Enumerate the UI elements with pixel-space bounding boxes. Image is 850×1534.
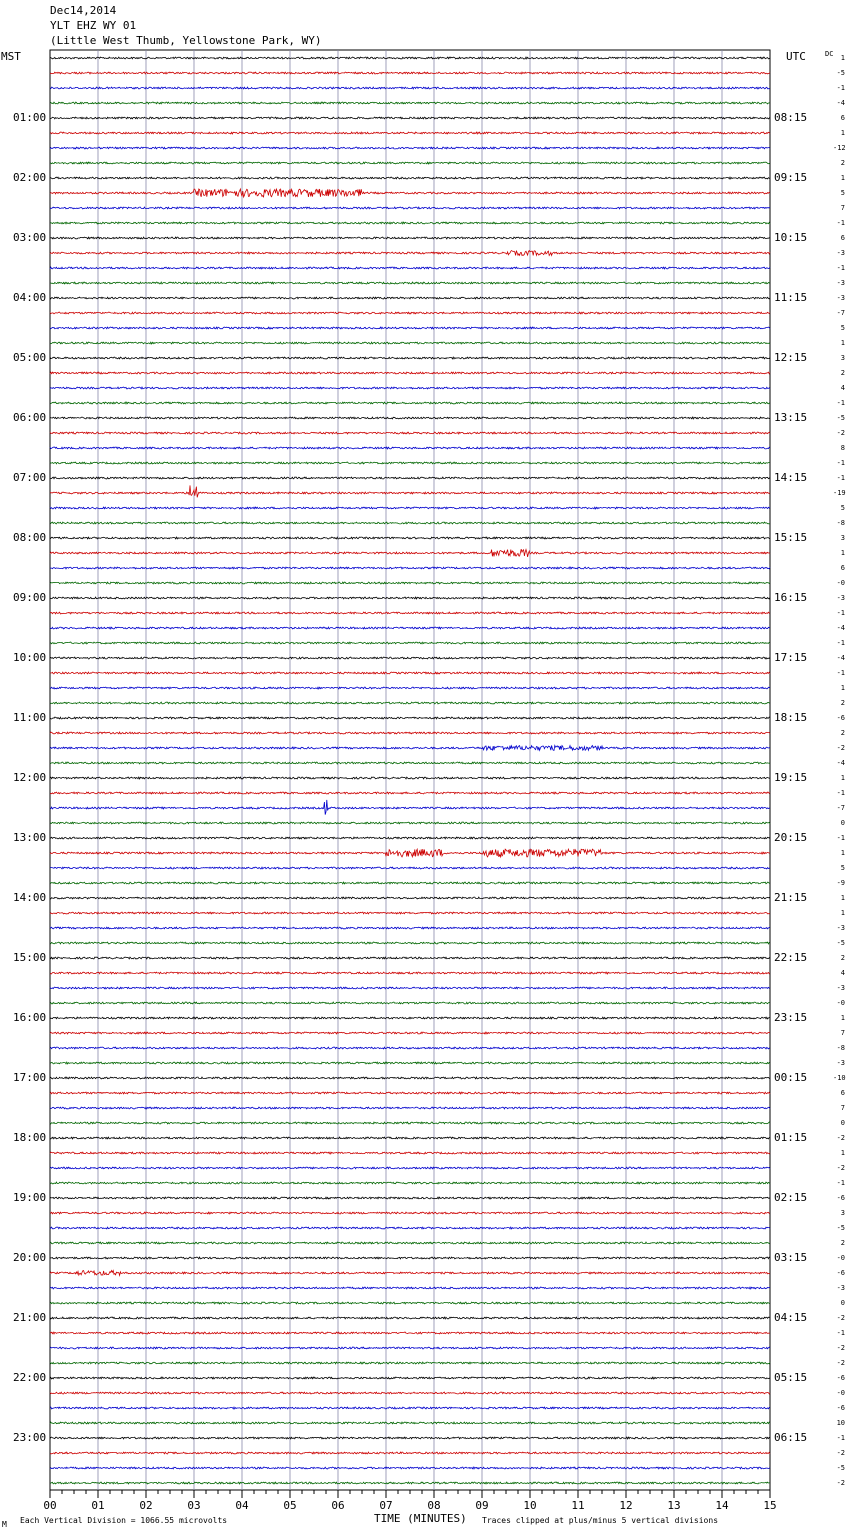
utc-hour-label: 01:15 [774,1131,808,1144]
dc-offset-label: 3 [840,534,845,542]
dc-offset-label: 1 [840,849,845,857]
trace-line [50,672,770,674]
dc-offset-label: -19 [833,489,846,497]
dc-offset-label: 6 [840,564,845,572]
trace-line [50,312,770,314]
trace-line [50,387,770,389]
utc-hour-label: 13:15 [774,411,808,424]
trace-line [50,942,770,944]
dc-offset-label: 7 [840,1104,845,1112]
station-location: (Little West Thumb, Yellowstone Park, WY) [50,34,322,47]
trace-line [50,627,770,629]
dc-offset-label: -2 [836,1134,845,1142]
trace-line [50,1302,770,1304]
dc-offset-label: 1 [840,549,845,557]
dc-offset-label: -9 [836,879,845,887]
dc-offset-label: -8 [836,1044,845,1052]
dc-offset-label: -3 [836,249,845,257]
dc-offset-label: -7 [836,309,845,317]
dc-offset-label: 2 [840,729,845,737]
mst-hour-label: 16:00 [13,1011,47,1024]
trace-line [50,1122,770,1124]
trace-line [50,972,770,974]
dc-offset-label: -3 [836,984,845,992]
trace-line [50,897,770,899]
trace-line [50,1077,770,1079]
dc-offset-label: 8 [840,444,845,452]
mst-hour-label: 02:00 [13,171,47,184]
trace-line [50,1167,770,1169]
utc-hour-label: 20:15 [774,831,808,844]
x-tick-label: 07 [379,1499,393,1512]
dc-offset-label: 2 [840,954,845,962]
dc-offset-label: -2 [836,1449,845,1457]
dc-offset-label: -3 [836,1284,845,1292]
utc-hour-label: 23:15 [774,1011,808,1024]
trace-line [50,1482,770,1484]
trace-line [50,222,770,224]
dc-offset-label: 1 [840,174,845,182]
dc-offset-label: 5 [840,504,845,512]
dc-offset-label: -1 [836,834,845,842]
dc-offset-label: -1 [836,1434,845,1442]
trace-line [50,1452,770,1454]
dc-offset-label: 0 [840,819,845,827]
dc-offset-label: 5 [840,324,845,332]
dc-offset-label: 10 [836,1419,845,1427]
dc-offset-label: -1 [836,84,845,92]
mst-hour-label: 13:00 [13,831,47,844]
trace-line [50,1062,770,1064]
mst-hour-label: 04:00 [13,291,47,304]
trace-line [50,147,770,149]
trace-line [50,1047,770,1049]
station-code: YLT EHZ WY 01 [50,19,137,32]
trace-line [50,282,770,284]
trace-line [50,327,770,329]
left-timezone-label: MST [1,50,21,63]
dc-offset-label: 6 [840,234,845,242]
x-tick-label: 13 [667,1499,681,1512]
dc-offset-label: 0 [840,1119,845,1127]
dc-offset-label: -1 [836,219,845,227]
dc-offset-label: -8 [836,519,845,527]
trace-line [50,57,770,59]
trace-line [50,177,770,179]
mst-hour-label: 14:00 [13,891,47,904]
trace-line [50,507,770,509]
trace-line [50,822,770,824]
utc-hour-label: 12:15 [774,351,808,364]
trace-line [50,567,770,569]
trace-line [50,267,770,269]
dc-offset-label: -2 [836,1479,845,1487]
x-tick-label: 10 [523,1499,537,1512]
trace-line [50,882,770,884]
trace-line [50,1287,770,1289]
dc-offset-label: -6 [836,1194,845,1202]
trace-line [50,1212,770,1214]
trace-line [50,1437,770,1439]
dc-offset-label: 7 [840,1029,845,1037]
utc-hour-label: 22:15 [774,951,808,964]
corner-mark: M [2,1520,7,1529]
dc-offset-label: -0 [836,1389,845,1397]
utc-hour-label: 17:15 [774,651,808,664]
trace-line [50,849,770,857]
trace-line [50,1377,770,1379]
mst-hour-label: 23:00 [13,1431,47,1444]
trace-line [50,1182,770,1184]
trace-line [50,1332,770,1334]
dc-offset-label: 6 [840,114,845,122]
dc-offset-label: -4 [836,99,845,107]
trace-line [50,432,770,434]
plot-date: Dec14,2014 [50,4,117,17]
trace-line [50,189,770,197]
dc-offset-label: 4 [840,969,845,977]
trace-line [50,597,770,599]
dc-offset-label: -4 [836,624,845,632]
x-tick-label: 09 [475,1499,489,1512]
mst-hour-label: 05:00 [13,351,47,364]
trace-line [50,792,770,794]
dc-offset-label: 6 [840,1089,845,1097]
trace-line [50,549,770,557]
mst-hour-label: 19:00 [13,1191,47,1204]
x-tick-label: 11 [571,1499,585,1512]
dc-offset-label: 1 [840,339,845,347]
x-axis-title: TIME (MINUTES) [374,1512,467,1525]
dc-offset-label: -2 [836,1164,845,1172]
utc-hour-label: 19:15 [774,771,808,784]
utc-hour-label: 11:15 [774,291,808,304]
utc-hour-label: 15:15 [774,531,808,544]
mst-hour-label: 01:00 [13,111,47,124]
utc-hour-label: 08:15 [774,111,808,124]
dc-offset-label: 1 [840,894,845,902]
x-tick-label: 08 [427,1499,441,1512]
trace-line [50,1257,770,1259]
mst-hour-label: 17:00 [13,1071,47,1084]
trace-line [50,417,770,419]
dc-offset-label: -2 [836,744,845,752]
dc-offset-label: 2 [840,159,845,167]
mst-hour-label: 21:00 [13,1311,47,1324]
dc-offset-label: -2 [836,1359,845,1367]
utc-hour-label: 00:15 [774,1071,808,1084]
trace-line [50,207,770,209]
trace-line [50,717,770,719]
trace-line [50,762,770,764]
mst-hour-label: 06:00 [13,411,47,424]
dc-offset-label: -2 [836,429,845,437]
dc-offset-label: -0 [836,999,845,1007]
dc-offset-label: 2 [840,369,845,377]
x-tick-label: 14 [715,1499,729,1512]
trace-line [50,1092,770,1094]
dc-offset-label: -5 [836,69,845,77]
trace-line [50,485,770,497]
trace-line [50,612,770,614]
trace-line [50,702,770,704]
dc-offset-label: -0 [836,579,845,587]
dc-offset-label: -5 [836,1224,845,1232]
mst-hour-label: 22:00 [13,1371,47,1384]
clip-note: Traces clipped at plus/minus 5 vertical divisions [482,1516,719,1525]
dc-offset-label: -4 [836,654,845,662]
trace-line [50,462,770,464]
dc-offset-label: 7 [840,204,845,212]
utc-hour-label: 05:15 [774,1371,808,1384]
dc-header-label: DC [825,50,834,58]
dc-offset-label: 5 [840,864,845,872]
trace-line [50,342,770,344]
utc-hour-label: 21:15 [774,891,808,904]
dc-offset-label: -1 [836,1329,845,1337]
dc-offset-label: -2 [836,1344,845,1352]
dc-offset-label: -1 [836,264,845,272]
dc-offset-label: 1 [840,684,845,692]
dc-offset-label: 2 [840,1239,845,1247]
trace-line [50,477,770,479]
utc-hour-label: 04:15 [774,1311,808,1324]
trace-line [50,987,770,989]
trace-line [50,1362,770,1364]
trace-line [50,1317,770,1319]
dc-offset-label: -1 [836,669,845,677]
utc-hour-label: 09:15 [774,171,808,184]
x-tick-label: 03 [187,1499,201,1512]
x-tick-label: 12 [619,1499,633,1512]
trace-line [50,746,770,751]
dc-offset-label: -2 [836,1314,845,1322]
trace-line [50,372,770,374]
dc-offset-label: -1 [836,1179,845,1187]
dc-offset-label: -3 [836,594,845,602]
trace-line [50,867,770,869]
trace-line [50,102,770,104]
utc-hour-label: 03:15 [774,1251,808,1264]
x-tick-label: 02 [139,1499,153,1512]
trace-line [50,237,770,239]
dc-offset-label: 3 [840,1209,845,1217]
trace-line [50,522,770,524]
trace-line [50,117,770,119]
trace-line [50,1227,770,1229]
x-tick-label: 06 [331,1499,345,1512]
mst-hour-label: 10:00 [13,651,47,664]
dc-offset-label: 1 [840,909,845,917]
dc-offset-label: 4 [840,384,845,392]
trace-line [50,687,770,689]
trace-line [50,800,770,815]
dc-offset-label: -1 [836,789,845,797]
mst-hour-label: 08:00 [13,531,47,544]
dc-offset-label: -5 [836,414,845,422]
dc-offset-label: -12 [833,144,846,152]
dc-offset-label: -3 [836,279,845,287]
dc-offset-label: -1 [836,639,845,647]
trace-line [50,1407,770,1409]
dc-offset-label: 1 [840,1014,845,1022]
mst-hour-label: 18:00 [13,1131,47,1144]
trace-line [50,72,770,74]
dc-offset-label: -1 [836,474,845,482]
trace-line [50,1271,770,1276]
dc-offset-label: 5 [840,189,845,197]
x-tick-label: 01 [91,1499,105,1512]
x-tick-label: 00 [43,1499,57,1512]
trace-line [50,777,770,779]
trace-line [50,657,770,659]
trace-line [50,1032,770,1034]
mst-hour-label: 09:00 [13,591,47,604]
dc-offset-label: 0 [840,1299,845,1307]
dc-offset-label: -3 [836,294,845,302]
trace-line [50,837,770,839]
utc-hour-label: 16:15 [774,591,808,604]
dc-offset-label: 1 [840,774,845,782]
dc-offset-label: -4 [836,759,845,767]
trace-line [50,87,770,89]
dc-offset-label: -5 [836,1464,845,1472]
trace-line [50,927,770,929]
trace-line [50,132,770,134]
dc-offset-label: -3 [836,924,845,932]
dc-offset-label: -6 [836,1404,845,1412]
x-tick-label: 05 [283,1499,297,1512]
dc-offset-label: -6 [836,714,845,722]
trace-line [50,1002,770,1004]
x-tick-label: 15 [763,1499,777,1512]
dc-offset-label: 1 [840,54,845,62]
trace-line [50,357,770,359]
right-timezone-label: UTC [786,50,806,63]
utc-hour-label: 06:15 [774,1431,808,1444]
dc-offset-label: -6 [836,1374,845,1382]
trace-line [50,1422,770,1424]
trace-line [50,251,770,256]
trace-line [50,1017,770,1019]
trace-line [50,1347,770,1349]
trace-line [50,447,770,449]
dc-offset-label: -6 [836,1269,845,1277]
dc-offset-label: -3 [836,1059,845,1067]
dc-offset-label: -0 [836,1254,845,1262]
trace-line [50,1107,770,1109]
trace-line [50,1242,770,1244]
trace-line [50,732,770,734]
mst-hour-label: 03:00 [13,231,47,244]
dc-offset-label: 1 [840,129,845,137]
trace-line [50,1467,770,1469]
mst-hour-label: 07:00 [13,471,47,484]
utc-hour-label: 14:15 [774,471,808,484]
mst-hour-label: 11:00 [13,711,47,724]
utc-hour-label: 10:15 [774,231,808,244]
trace-line [50,1152,770,1154]
mst-hour-label: 15:00 [13,951,47,964]
trace-line [50,162,770,164]
dc-offset-label: -10 [833,1074,846,1082]
trace-line [50,1137,770,1139]
mst-hour-label: 20:00 [13,1251,47,1264]
trace-line [50,1197,770,1199]
dc-offset-label: -5 [836,939,845,947]
trace-line [50,957,770,959]
trace-line [50,402,770,404]
utc-hour-label: 18:15 [774,711,808,724]
trace-line [50,537,770,539]
utc-hour-label: 02:15 [774,1191,808,1204]
x-tick-label: 04 [235,1499,249,1512]
plot-frame [50,50,770,1490]
trace-line [50,912,770,914]
trace-line [50,582,770,584]
trace-line [50,297,770,299]
trace-line [50,642,770,644]
mst-hour-label: 12:00 [13,771,47,784]
dc-offset-label: 2 [840,699,845,707]
trace-line [50,1392,770,1394]
dc-offset-label: 1 [840,1149,845,1157]
dc-offset-label: -1 [836,459,845,467]
dc-offset-label: -1 [836,609,845,617]
dc-offset-label: 3 [840,354,845,362]
scale-note: Each Vertical Division = 1066.55 microvolts [20,1516,228,1525]
dc-offset-label: -1 [836,399,845,407]
dc-offset-label: -7 [836,804,845,812]
